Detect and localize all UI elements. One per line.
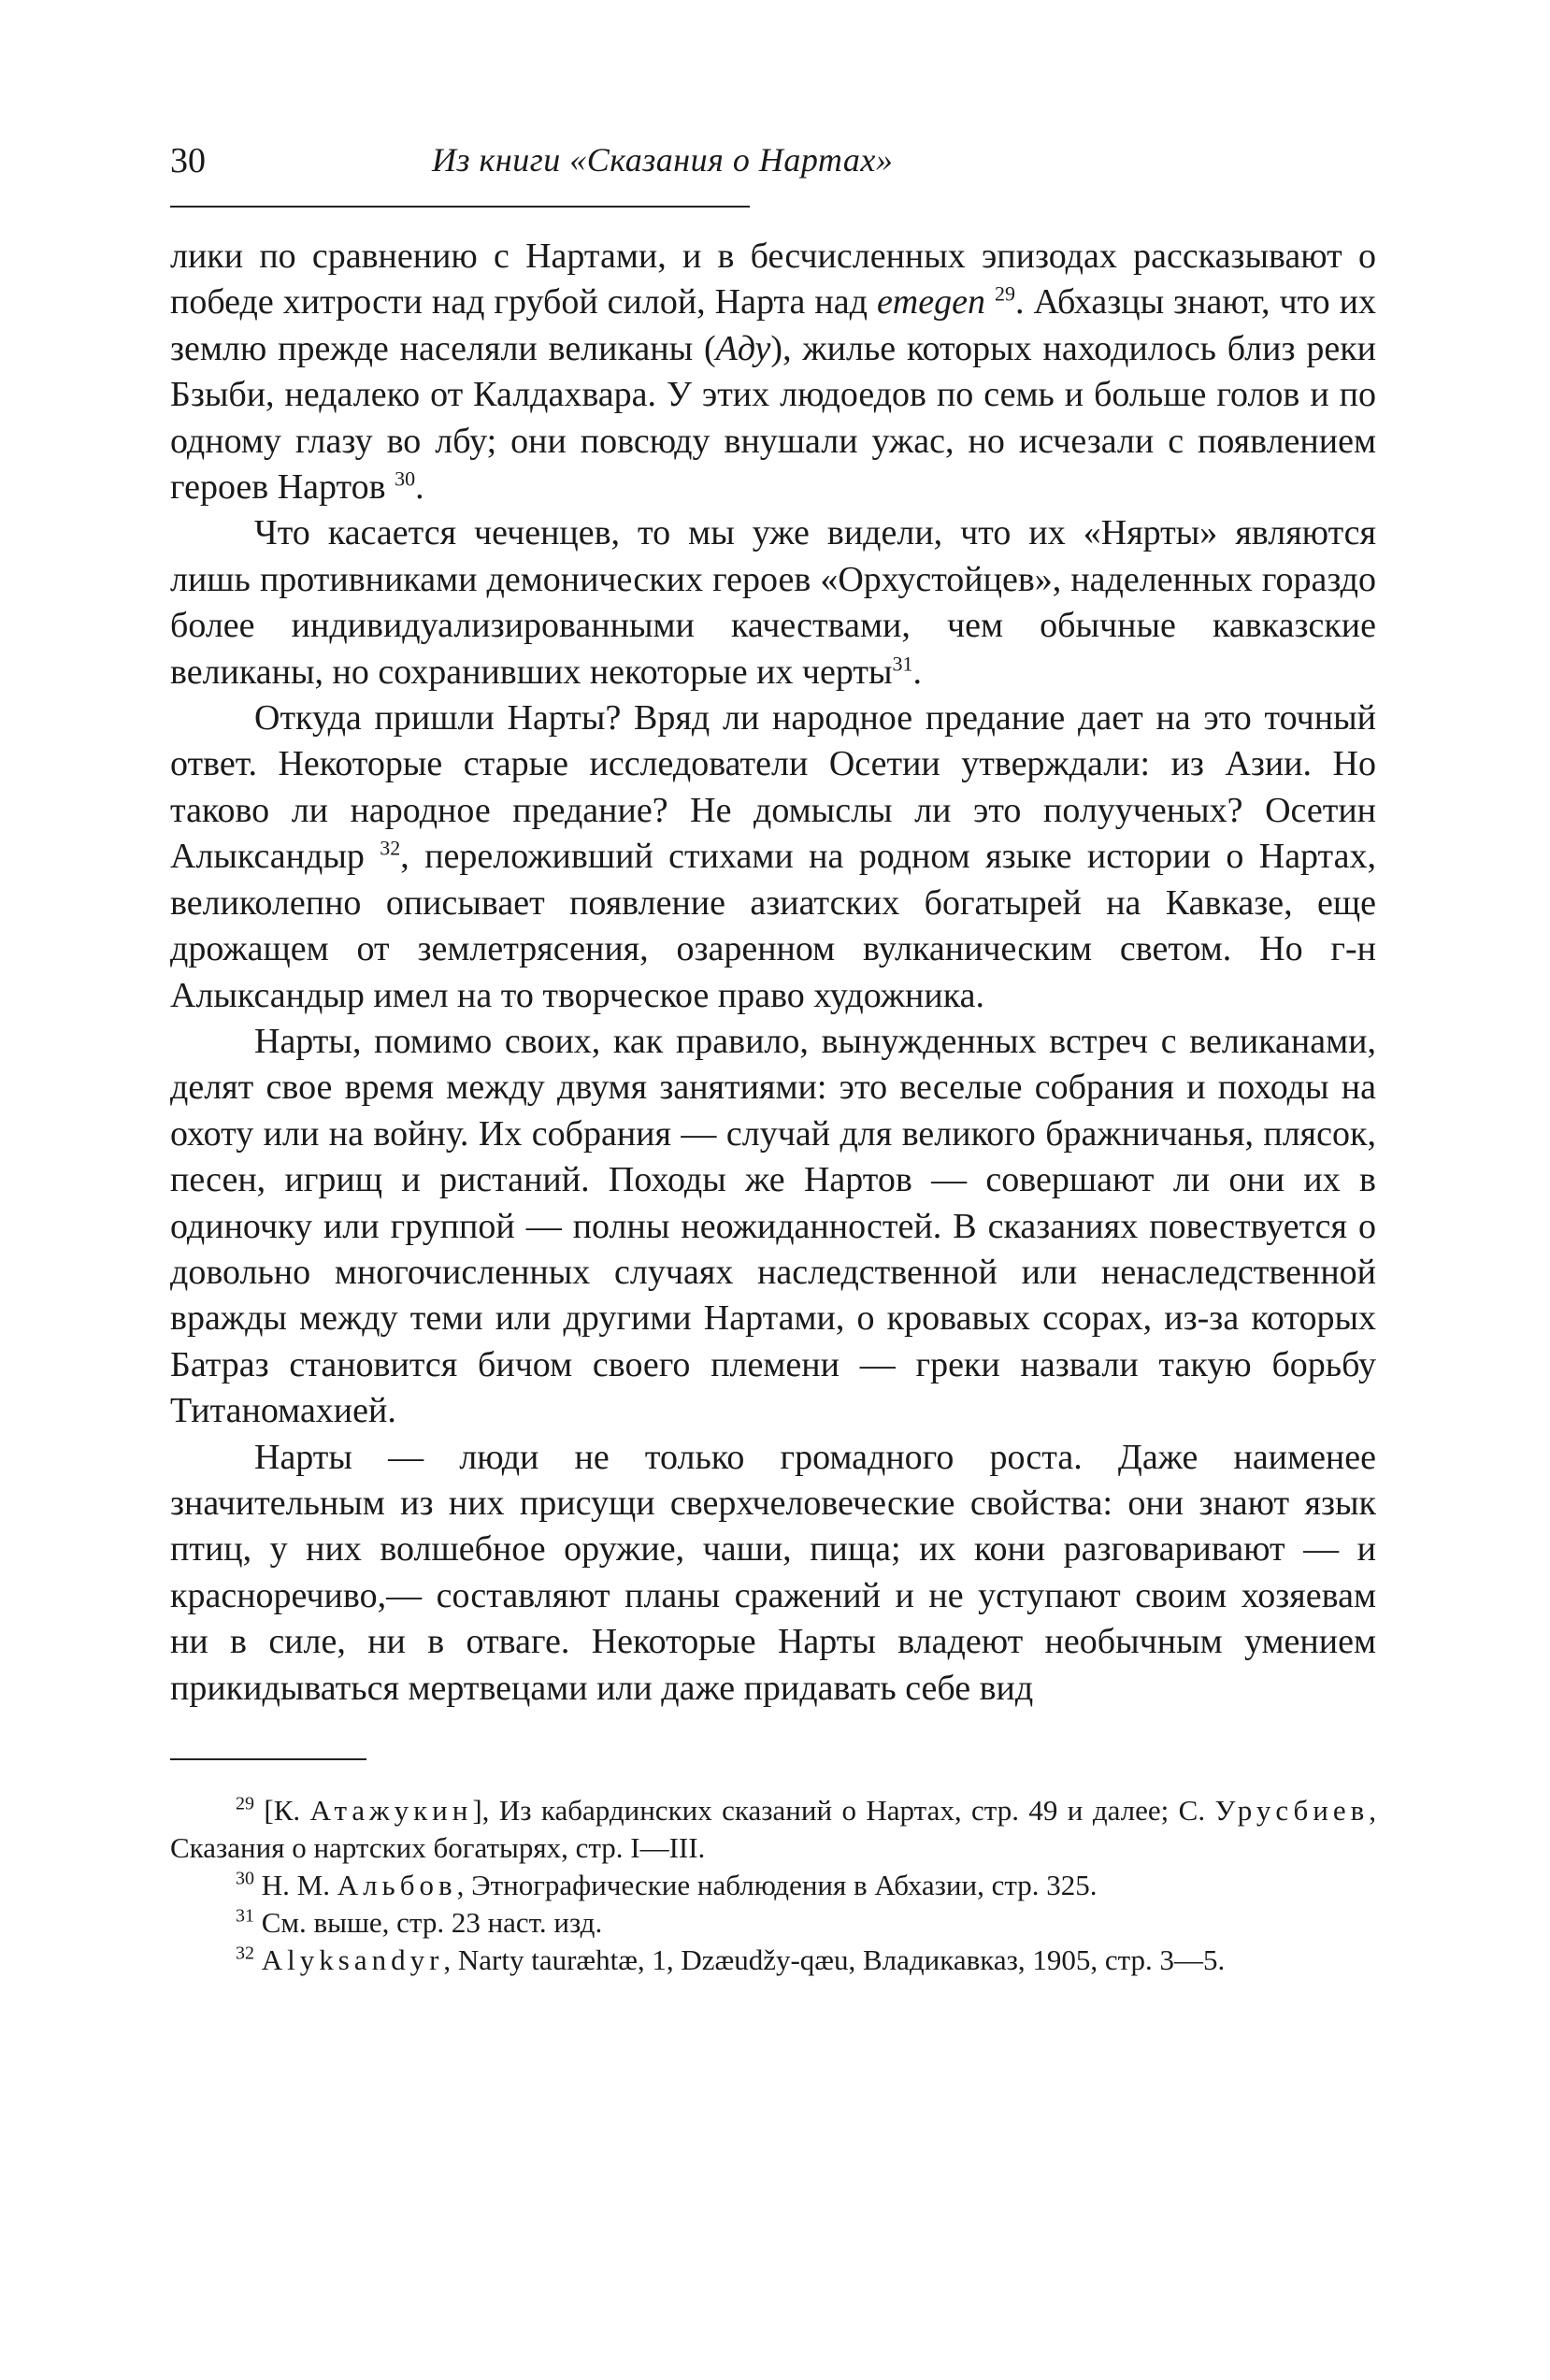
book-page <box>170 140 1376 1979</box>
paragraph-4: Нарты, помимо своих, как правило, вынужденных встреч с великанами, делят свое время между двумя занятиями: это веселые собрания и походы на охоту или на войну. Их собрания — случай для великого бражничанья, плясок, песен, игрищ и ристаний. Походы же Нартов — совершают ли они их в одиночку или группой — полны неожиданностей. В сказаниях повествуется о довольно многочисленных случаях наследственной или ненаследственной вражды между теми или другими Нартами, о кровавых ссорах, из-за которых Батраз становится бичом своего племени — греки назвали такую борьбу Титаномахией. <box>170 1021 1376 1431</box>
paragraph-3: Откуда пришли Нарты? Вряд ли народное предание дает на это точный ответ. Некоторые старые исследователи Осетии утверждали: из Азии. Но таково ли народное предание? Не домыслы ли это полуученых? Осетин Алыксандыр $^{32}$, переложивший стихами на родном языке истории о Нартах, великолепно описывает появление азиатских богатырей на Кавказе, еще дрожащем от землетрясения, озаренном вулканическим светом. Но г-н Алыксандыр имел на то творческое право художника. <box>170 698 1376 1015</box>
paragraph-5: Нарты — люди не только громадного роста. Даже наименее значительным из них присущи сверхчеловеческие свойства: они знают язык птиц, у них волшебное оружие, чаши, пища; их кони разговаривают — и красноречиво,— составляют планы сражений и не уступают своим хозяевам ни в силе, ни в отваге. Некоторые Нарты владеют необычным умением прикидываться мертвецами или даже придавать себе вид <box>170 1437 1376 1708</box>
body-text <box>170 234 1376 1712</box>
paragraph-1: лики по сравнению с Нартами, и в бесчисленных эпизодах рассказывают о победе хитрости над грубой силой, Нарта над emegen $^{29}$. Абхазцы знают, что их землю прежде населяли великаны (Аду), жилье которых находилось близ реки Бзыби, недалеко от Калдахвара. У этих людоедов по семь и больше голов и по одному глазу во лбу; они повсюду внушали ужас, но исчезали с появлением героев Нартов $^{30}$. <box>170 237 1377 508</box>
running-title: Из книги «Сказания о Нартах» <box>432 141 894 179</box>
footnote-29: $^{29}$ [К. Атажукин], Из кабардинских сказаний о Нартах, стр. 49 и далее; С. Урусбиев, Сказания о нартских богатырях, стр. I—III. <box>170 1793 1376 1864</box>
footnote-31: $^{31}$ См. выше, стр. 23 наст. изд. <box>236 1905 603 1939</box>
emphasis-adu: Аду <box>715 328 771 368</box>
footnote-32: $^{32}$ Alyksandyr, Narty tauræhtæ, 1, Dzæudžy-qæu, Владикавказ, 1905, стр. 3—5. <box>236 1943 1226 1976</box>
page-header <box>170 140 1376 194</box>
emphasis-emegen: emegen <box>876 282 985 323</box>
footnotes <box>170 1792 1376 1979</box>
paragraph-2: Что касается чеченцев, то мы уже видели, что их «Нярты» являются лишь противниками демонических героев «Орхустойцев», наделенных гораздо более индивидуализированными качествами, чем обычные кавказские великаны, но сохранивших некоторые их черты$^{31}$. <box>170 513 1376 692</box>
footnote-30: $^{30}$ Н. М. Альбов, Этнографические наблюдения в Абхазии, стр. 325. <box>236 1868 1098 1901</box>
footnote-ref-31: 31 <box>892 652 913 675</box>
footnote-ref-30: 30 <box>395 466 416 491</box>
page-number: 30 <box>170 141 206 180</box>
footnote-rule <box>170 1758 366 1760</box>
footnote-ref-32: 32 <box>380 836 401 860</box>
header-rule <box>170 206 750 208</box>
footnote-ref-29: 29 <box>994 281 1015 306</box>
